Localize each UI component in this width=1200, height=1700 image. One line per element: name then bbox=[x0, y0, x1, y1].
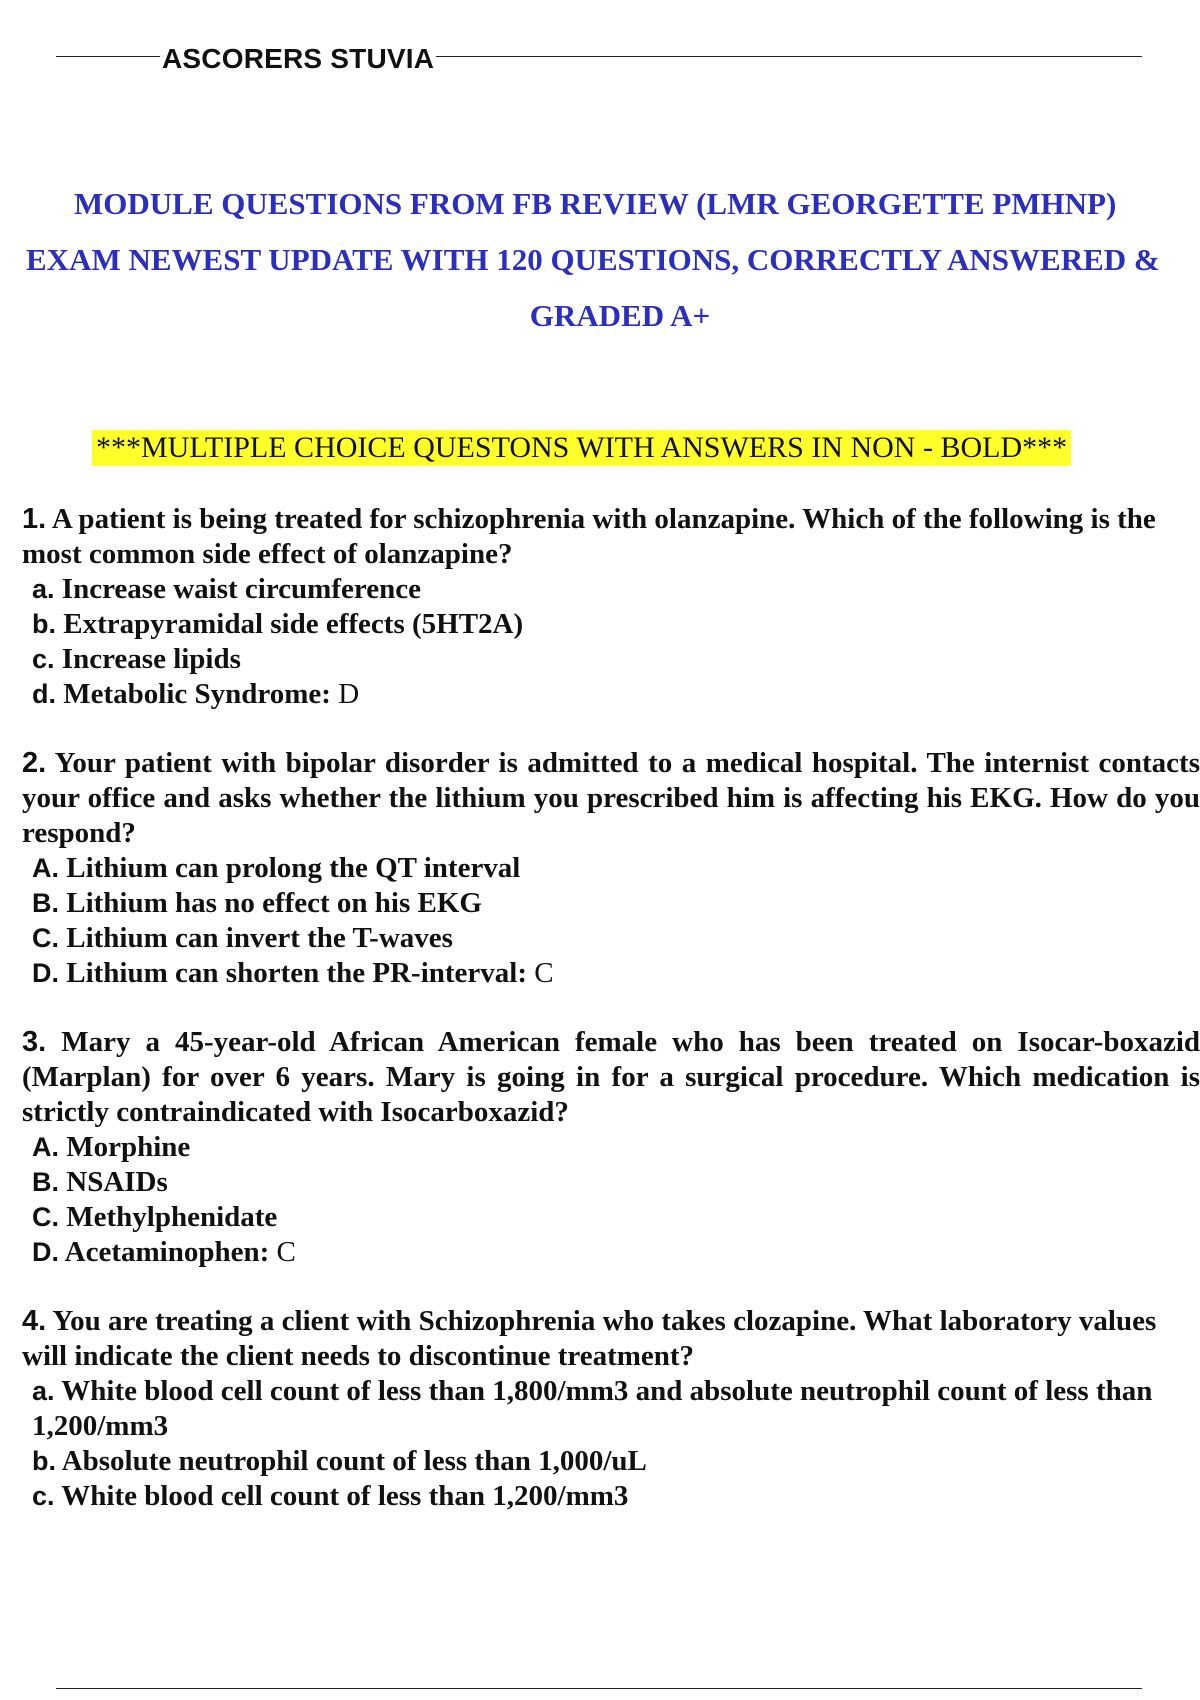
option-letter: B. bbox=[32, 1167, 59, 1197]
option-c bbox=[32, 921, 1200, 956]
option-text: White blood cell count of less than 1,200/mm3 bbox=[61, 1480, 629, 1512]
option-list bbox=[22, 1374, 1200, 1514]
option-text: Increase waist circumference bbox=[61, 573, 421, 605]
option-letter: a. bbox=[32, 1376, 55, 1406]
option-text: Lithium can prolong the QT interval bbox=[66, 852, 521, 884]
question-text: Mary a 45-year-old African American female who has been treated on Isocar-boxazid (Marplan) for over 6 years. Mary is going in for a surgical procedure. Which medication is strictly contraindicated with Isocarboxazid? bbox=[22, 1026, 1200, 1128]
footer-rule bbox=[56, 1688, 1142, 1689]
question-list bbox=[22, 502, 1200, 1548]
option-text: Acetaminophen: bbox=[64, 1236, 270, 1268]
answer-key: D bbox=[330, 678, 360, 710]
option-d bbox=[32, 956, 1200, 991]
title-line-2: EXAM NEWEST UPDATE WITH 120 QUESTIONS, CORRECTLY ANSWERED & bbox=[26, 242, 1160, 277]
option-letter: b. bbox=[32, 609, 56, 639]
option-text: Morphine bbox=[66, 1131, 191, 1163]
option-c bbox=[32, 1479, 1200, 1514]
option-text: Metabolic Syndrome: bbox=[63, 678, 331, 710]
question-number: 2. bbox=[22, 747, 47, 779]
question-stem bbox=[22, 502, 1200, 572]
option-list bbox=[22, 572, 1200, 712]
question-stem bbox=[22, 746, 1200, 851]
question-4 bbox=[22, 1304, 1200, 1514]
option-b bbox=[32, 886, 1200, 921]
question-text: A patient is being treated for schizophrenia with olanzapine. Which of the following is the most common side effect of olanzapine? bbox=[22, 503, 1156, 570]
option-text: Lithium can shorten the PR-interval: bbox=[66, 957, 527, 989]
question-stem bbox=[22, 1304, 1200, 1374]
answer-key: C bbox=[527, 957, 554, 989]
question-3 bbox=[22, 1025, 1200, 1270]
option-a bbox=[32, 1130, 1200, 1165]
option-text: Extrapyramidal side effects (5HT2A) bbox=[63, 608, 524, 640]
question-2 bbox=[22, 746, 1200, 991]
question-stem bbox=[22, 1025, 1200, 1130]
option-a bbox=[32, 572, 1200, 607]
option-text: Lithium has no effect on his EKG bbox=[66, 887, 482, 919]
option-letter: B. bbox=[32, 888, 59, 918]
option-text: NSAIDs bbox=[66, 1166, 168, 1198]
option-b bbox=[32, 1444, 1200, 1479]
option-list bbox=[22, 1130, 1200, 1270]
title-line-3: GRADED A+ bbox=[529, 298, 711, 333]
option-b bbox=[32, 607, 1200, 642]
question-text: Your patient with bipolar disorder is admitted to a medical hospital. The internist contacts your office and asks whether the lithium you prescribed him is affecting his EKG. How do you respond? bbox=[22, 747, 1200, 849]
option-letter: C. bbox=[32, 923, 59, 953]
option-d bbox=[32, 677, 1200, 712]
question-number: 4. bbox=[22, 1305, 47, 1337]
title-line-1: MODULE QUESTIONS FROM FB REVIEW (LMR GEORGETTE PMHNP) bbox=[74, 186, 1117, 221]
option-letter: a. bbox=[32, 574, 55, 604]
option-c bbox=[32, 1200, 1200, 1235]
question-1 bbox=[22, 502, 1200, 712]
option-text: Absolute neutrophil count of less than 1,000/uL bbox=[61, 1445, 647, 1477]
option-a bbox=[32, 851, 1200, 886]
option-letter: D. bbox=[32, 958, 59, 988]
option-list bbox=[22, 851, 1200, 991]
question-number: 1. bbox=[22, 503, 47, 535]
option-letter: c. bbox=[32, 1481, 55, 1511]
answer-key: C bbox=[269, 1236, 296, 1268]
option-text: Methylphenidate bbox=[66, 1201, 278, 1233]
option-letter: d. bbox=[32, 679, 56, 709]
answer-format-notice: ***MULTIPLE CHOICE QUESTONS WITH ANSWERS IN NON - BOLD*** bbox=[92, 430, 1071, 466]
option-letter: D. bbox=[32, 1237, 59, 1267]
option-text: Increase lipids bbox=[61, 643, 241, 675]
option-text: White blood cell count of less than 1,800/mm3 and absolute neutrophil count of less than 1,200/mm3 bbox=[32, 1375, 1153, 1442]
option-text: Lithium can invert the T-waves bbox=[66, 922, 453, 954]
header-brand: ASCORERS STUVIA bbox=[162, 43, 435, 74]
option-letter: A. bbox=[32, 1132, 59, 1162]
option-c bbox=[32, 642, 1200, 677]
option-b bbox=[32, 1165, 1200, 1200]
option-letter: b. bbox=[32, 1446, 56, 1476]
option-a bbox=[32, 1374, 1200, 1444]
question-number: 3. bbox=[22, 1026, 47, 1058]
question-text: You are treating a client with Schizophrenia who takes clozapine. What laboratory values will indicate the client needs to discontinue treatment? bbox=[22, 1305, 1157, 1372]
option-d bbox=[32, 1235, 1200, 1270]
option-letter: c. bbox=[32, 644, 55, 674]
option-letter: C. bbox=[32, 1202, 59, 1232]
option-letter: A. bbox=[32, 853, 59, 883]
